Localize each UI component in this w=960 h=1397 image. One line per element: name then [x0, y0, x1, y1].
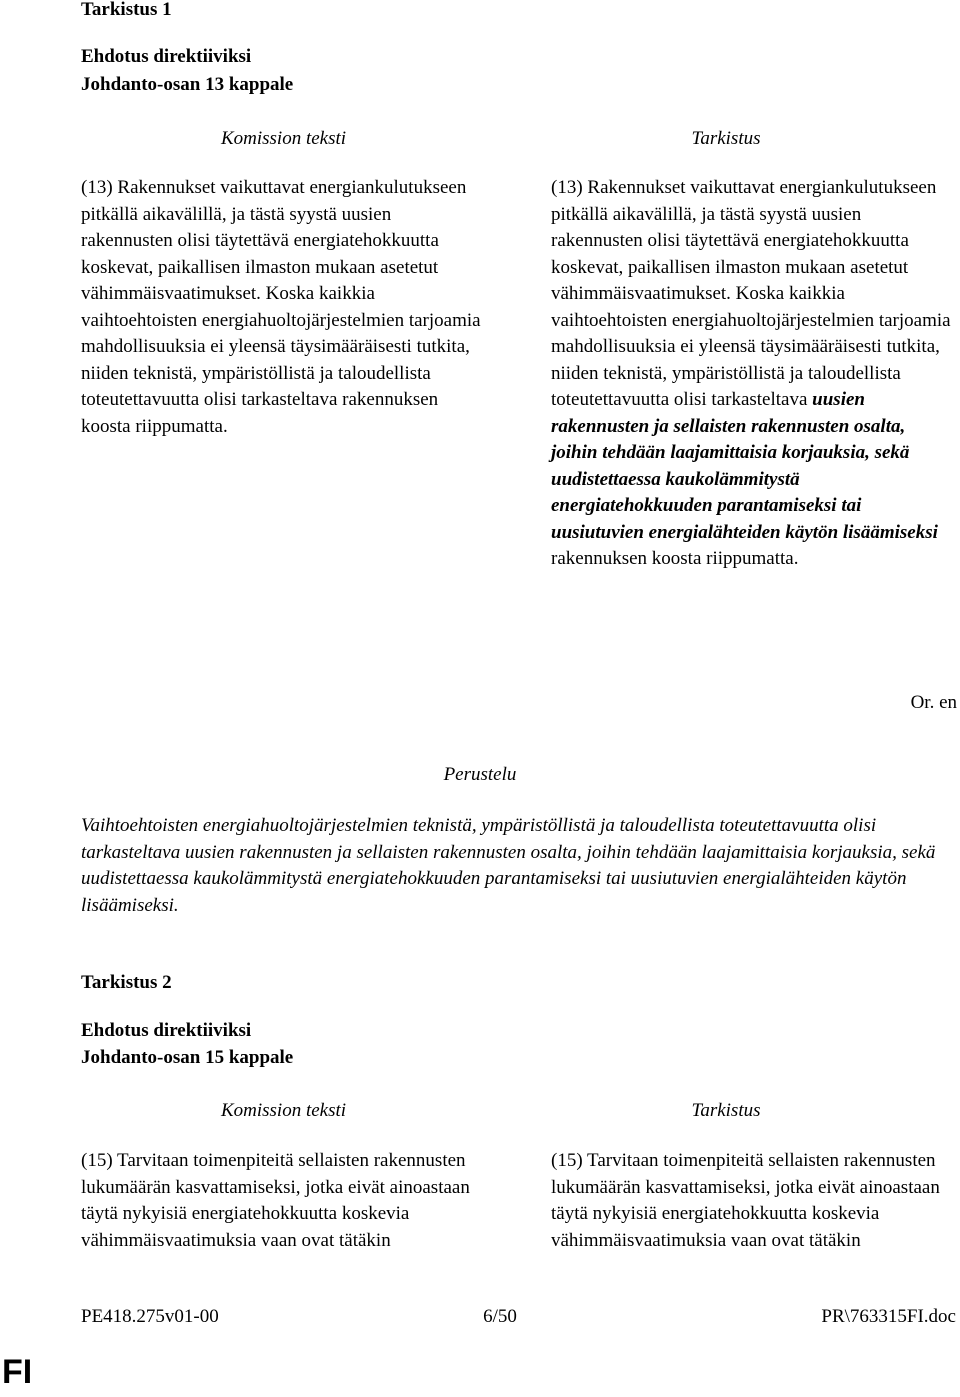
- amendment-1-amendment-text: [551, 175, 956, 573]
- original-language: Or. en: [910, 692, 957, 713]
- amendment-1-commission-text: (13) Rakennukset vaikuttavat energiankulutukseen pitkällä aikavälillä, ja tästä syystä uusien rakennusten olisi täytettävä energiatehokkuutta koskevat, paikallisen ilmaston mukaan asetetut vähimmäisvaatimukset. Koska kaikkia vaihtoehtoisten energiahuoltojärjestelmien tarjoamia mahdollisuuksia ei yleensä täysimääräisesti tutkita, niiden teknistä, ympäristöllistä ja taloudellista toteutettavuutta olisi tarkasteltava rakennuksen koosta riippumatta.: [81, 177, 481, 437]
- amendment-1-heading-label: Tarkistus: [81, 0, 158, 20]
- amendment-1-proposal: Ehdotus direktiiviksi: [81, 46, 252, 67]
- amendment-1-amendment-header: Tarkistus: [691, 128, 761, 149]
- amendment-2-proposal: Ehdotus direktiiviksi: [81, 1020, 252, 1041]
- amendment-2-heading-number: 2: [162, 972, 172, 993]
- amendment-2-commission-header: Komission teksti: [220, 1100, 347, 1121]
- footer-doc-ref: PE418.275v01-00: [81, 1306, 219, 1327]
- justification-header: Perustelu: [443, 764, 517, 785]
- amendment-2-heading-label: Tarkistus: [81, 972, 158, 993]
- amendment-1-reference: Johdanto-osan 13 kappale: [81, 74, 294, 95]
- amendment-2-commission-text: (15) Tarvitaan toimenpiteitä sellaisten rakennusten lukumäärän kasvattamiseksi, jotka eivät ainoastaan täytä nykyisiä energiatehokkuutta koskevia vähimmäisvaatimuksia vaan ovat tätäkin: [81, 1150, 470, 1251]
- footer-page-number: 6/50: [483, 1306, 517, 1327]
- amendment-1-heading: [81, 0, 172, 24]
- amendment-2-amendment-header: Tarkistus: [691, 1100, 761, 1121]
- language-code: FI: [2, 1353, 33, 1391]
- justification-text: Vaihtoehtoisten energiahuoltojärjestelmien teknistä, ympäristöllistä ja taloudellista toteutettavuutta olisi tarkasteltava uusien rakennusten ja sellaisten rakennusten osalta, joihin tehdään laajamittaisia korjauksia, sekä uudistettaessa kaukolämmitystä energiatehokkuuden parantamiseksi tai uusiutuvien energialähteiden käytön lisäämiseksi.: [81, 815, 936, 916]
- amendment-2-heading: [81, 970, 172, 997]
- amendment-1-heading-number: 1: [162, 0, 172, 20]
- amendment-1-amendment-text-added: uusien rakennusten ja sellaisten rakennusten osalta, joihin tehdään laajamittaisia korjauksia, sekä uudistettaessa kaukolämmitystä energiatehokkuuden parantamiseksi tai uusiutuvien energialähteiden käytön lisäämiseksi: [551, 389, 938, 543]
- amendment-1-commission-header: Komission teksti: [220, 128, 347, 149]
- amendment-1-amendment-text-after: rakennuksen koosta riippumatta.: [551, 548, 799, 569]
- footer-file-ref: PR\763315FI.doc: [821, 1306, 956, 1327]
- amendment-2-reference: Johdanto-osan 15 kappale: [81, 1047, 294, 1068]
- amendment-2-amendment-text: (15) Tarvitaan toimenpiteitä sellaisten rakennusten lukumäärän kasvattamiseksi, jotka eivät ainoastaan täytä nykyisiä energiatehokkuutta koskevia vähimmäisvaatimuksia vaan ovat tätäkin: [551, 1150, 940, 1251]
- amendment-1-amendment-text-before: (13) Rakennukset vaikuttavat energiankulutukseen pitkällä aikavälillä, ja tästä syystä uusien rakennusten olisi täytettävä energiatehokkuutta koskevat, paikallisen ilmaston mukaan asetetut vähimmäisvaatimukset. Koska kaikkia vaihtoehtoisten energiahuoltojärjestelmien tarjoamia mahdollisuuksia ei yleensä täysimääräisesti tutkita, niiden teknistä, ympäristöllistä ja taloudellista toteutettavuutta olisi tarkasteltava: [551, 177, 951, 410]
